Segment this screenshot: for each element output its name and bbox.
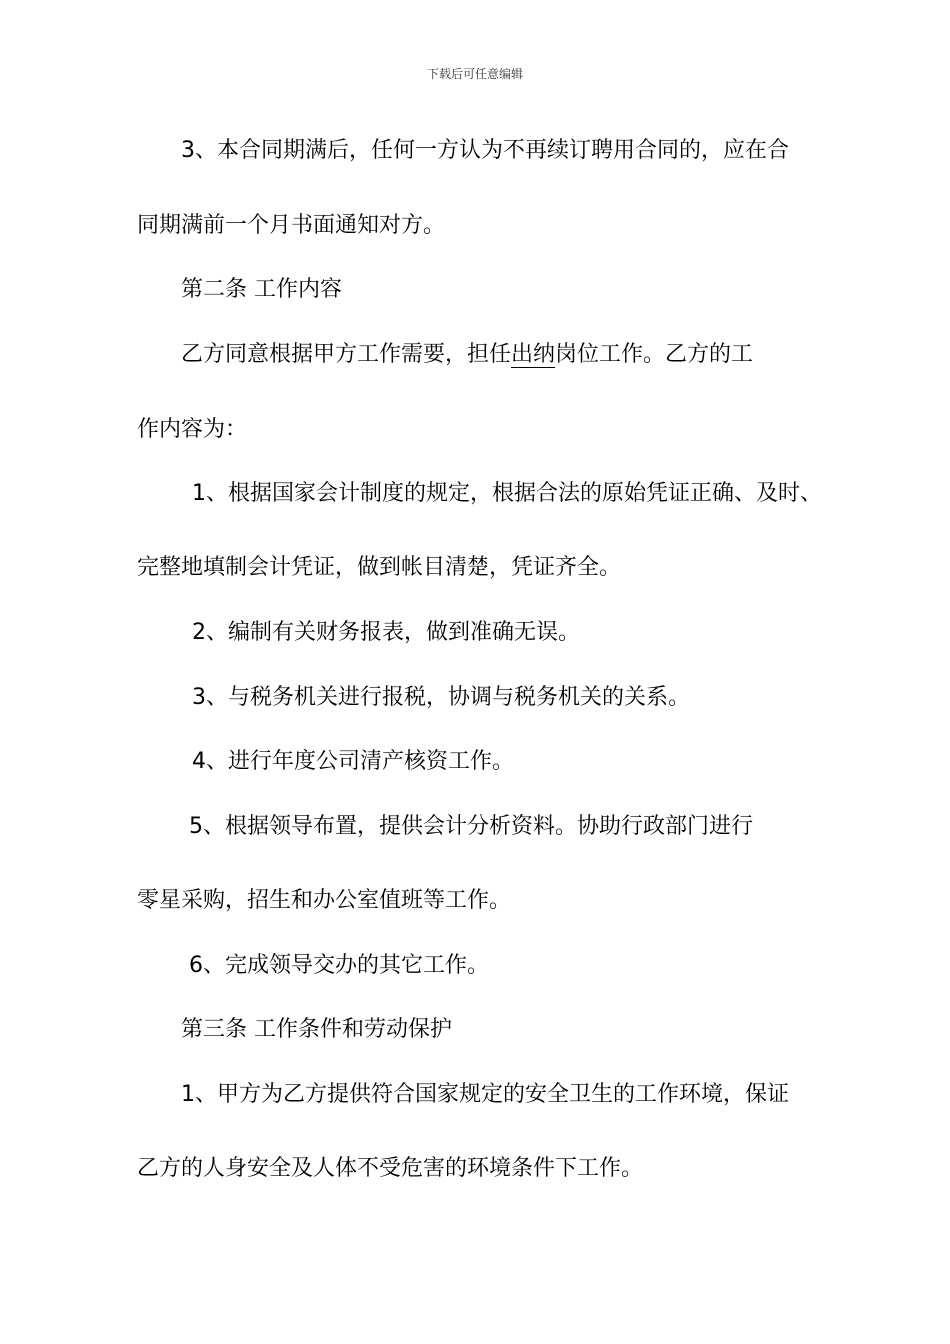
article-2-intro-line-1 xyxy=(181,342,753,368)
condition-1-line-1: 1、甲方为乙方提供符合国家规定的安全卫生的工作环境，保证 xyxy=(181,1082,789,1107)
duty-1-line-1: 1、根据国家会计制度的规定，根据合法的原始凭证正确、及时、 xyxy=(192,481,822,506)
position-fill-in: 出纳 xyxy=(511,342,556,367)
duty-5-line-1: 5、根据领导布置，提供会计分析资料。协助行政部门进行 xyxy=(189,814,753,839)
clause-1-3-line-1: 3、本合同期满后，任何一方认为不再续订聘用合同的，应在合 xyxy=(181,138,789,163)
duty-3: 3、与税务机关进行报税，协调与税务机关的关系。 xyxy=(192,685,690,710)
article-3-heading: 第三条 工作条件和劳动保护 xyxy=(181,1017,452,1042)
duty-5-line-2: 零星采购，招生和办公室值班等工作。 xyxy=(137,888,512,913)
page-header: 下载后可任意编辑 xyxy=(426,67,523,81)
duty-6: 6、完成领导交办的其它工作。 xyxy=(189,953,489,978)
clause-1-3-line-2: 同期满前一个月书面通知对方。 xyxy=(137,213,446,238)
intro-text-before: 乙方同意根据甲方工作需要，担任 xyxy=(181,342,512,367)
condition-1-line-2: 乙方的人身安全及人体不受危害的环境条件下工作。 xyxy=(137,1156,644,1181)
intro-text-after: 岗位工作。乙方的工 xyxy=(555,342,754,367)
duty-4: 4、进行年度公司清产核资工作。 xyxy=(192,749,514,774)
duty-1-line-2: 完整地填制会计凭证，做到帐目清楚，凭证齐全。 xyxy=(137,555,622,580)
article-2-heading: 第二条 工作内容 xyxy=(181,277,342,302)
article-2-intro-line-2: 作内容为： xyxy=(137,417,248,442)
duty-2: 2、编制有关财务报表，做到准确无误。 xyxy=(192,620,580,645)
